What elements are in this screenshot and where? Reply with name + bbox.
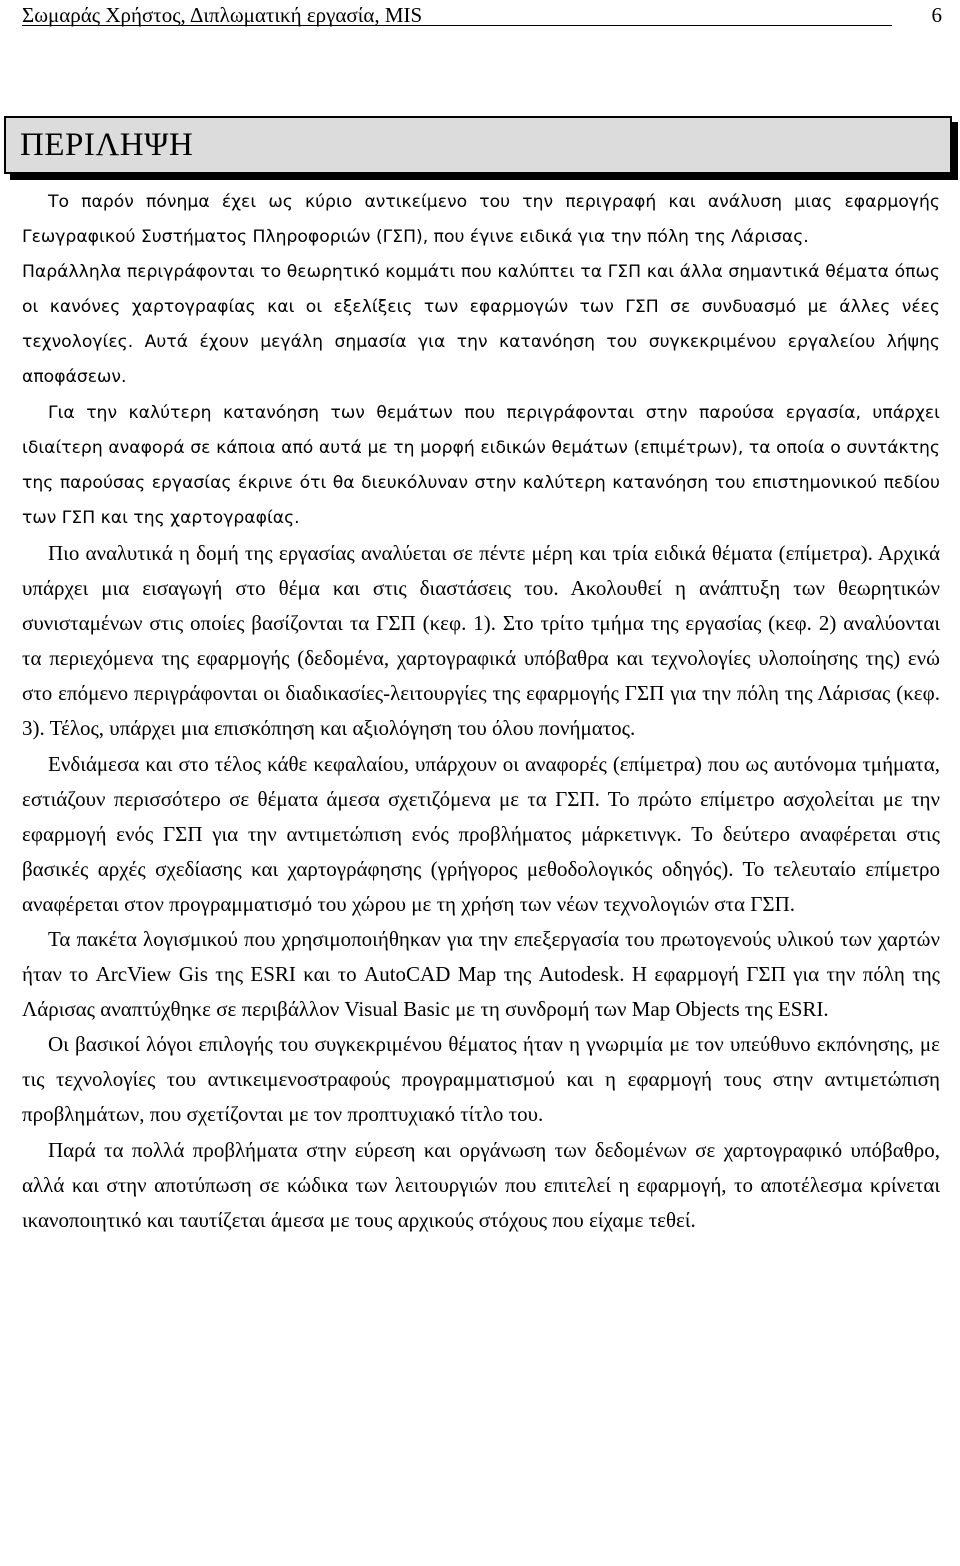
running-header	[22, 2, 942, 28]
abstract-body	[22, 185, 940, 1238]
header-author: Σωμαράς Χρήστος, Διπλωματική εργασία, MIS	[22, 3, 423, 27]
paragraph-structure: Πιο αναλυτικά η δομή της εργασίας αναλύεται σε πέντε μέρη και τρία ειδικά θέματα (επίμετρα). Αρχικά υπάρχει μια εισαγωγή στο θέμα και στις διαστάσεις του. Ακολουθεί η ανάπτυξη των θεωρητικών συνισταμένων στις οποίες βασίζονται τα ΓΣΠ (κεφ. 1). Στο τρίτο τμήμα της εργασίας (κεφ. 2) αναλύονται τα περιεχόμενα της εφαρμογής (δεδομένα, χαρτογραφικά υπόβαθρα και τεχνολογίες υλοποίησης της) ενώ στο επόμενο περιγράφονται οι διαδικασίες-λειτουργίες της εφαρμογής ΓΣΠ για την πόλη της Λάρισας (κεφ. 3). Τέλος, υπάρχει μια επισκόπηση και αξιολόγηση του όλου πονήματος.	[22, 540, 940, 741]
section-title: ΠΕΡΙΛΗΨΗ	[20, 127, 194, 163]
section-title-box	[4, 116, 952, 174]
paragraph-conclusion: Παρά τα πολλά προβλήματα στην εύρεση και οργάνωση των δεδομένων σε χαρτογραφικό υπόβαθρο, αλλά και στην αποτύπωση σε κώδικα των λειτουργιών που επιτελεί η εφαρμογή, το αποτέλεσμα κρίνεται ικανοποιητικό και ταυτίζεται άμεσα με τους αρχικούς στόχους που είχαμε τεθεί.	[22, 1137, 940, 1232]
header-rule	[22, 25, 892, 26]
page-number: 6	[931, 3, 942, 27]
paragraph-software: Τα πακέτα λογισμικού που χρησιμοποιήθηκαν για την επεξεργασία του πρωτογενούς υλικού των χαρτών ήταν το ArcView Gis της ESRI και το AutoCAD Map της Autodesk. Η εφαρμογή ΓΣΠ για την πόλη της Λάρισας αναπτύχθηκε σε περιβάλλον Visual Basic με τη συνδρομή των Map Objects της ESRI.	[22, 926, 940, 1022]
paragraph-appendices: Ενδιάμεσα και στο τέλος κάθε κεφαλαίου, υπάρχουν οι αναφορές (επίμετρα) που ως αυτόνομα τμήματα, εστιάζουν περισσότερο σε θέματα άμεσα σχετιζόμενα με τα ΓΣΠ. Το πρώτο επίμετρο ασχολείται με την εφαρμογή ενός ΓΣΠ για την αντιμετώπιση ενός προβλήματος μάρκετινγκ. Το δεύτερο αναφέρεται στις βασικές αρχές σχεδίασης και χαρτογράφησης (γρήγορος μεθοδολογικός οδηγός). Το τελευταίο επίμετρο αναφέρεται στον προγραμματισμό του χώρου με τη χρήση των νέων τεχνολογιών στα ΓΣΠ.	[22, 751, 940, 916]
paragraph-motivation: Οι βασικοί λόγοι επιλογής του συγκεκριμένου θέματος ήταν η γνωριμία με τον υπεύθυνο εκπόνησης, με τις τεχνολογίες του αντικειμενοστραφούς προγραμματισμού και η εφαρμογή τους στην αντιμετώπιση προβλημάτων, που σχετίζονται με τον προπτυχιακό τίτλο του.	[22, 1032, 940, 1127]
paragraph-theory: Παράλληλα περιγράφονται το θεωρητικό κομμάτι που καλύπτει τα ΓΣΠ και άλλα σημαντικά θέματα όπως οι κανόνες χαρτογραφίας και οι εξελίξεις των εφαρμογών των ΓΣΠ σε συνδυασμό με άλλες νέες τεχνολογίες. Αυτά έχουν μεγάλη σημασία για την κατανόηση του συγκεκριμένου εργαλείου λήψης αποφάσεων.	[22, 262, 940, 388]
paragraph-intro: Το παρόν πόνημα έχει ως κύριο αντικείμενο του την περιγραφή και ανάλυση μιας εφαρμογής Γεωγραφικού Συστήματος Πληροφοριών (ΓΣΠ), που έγινε ειδικά για την πόλη της Λάρισας.	[22, 192, 940, 248]
paragraph-understanding: Για την καλύτερη κατανόηση των θεμάτων που περιγράφονται στην παρούσα εργασία, υπάρχει ιδιαίτερη αναφορά σε κάποια από αυτά με τη μορφή ειδικών θεμάτων (επιμέτρων), τα οποία ο συντάκτης της παρούσας εργασίας έκρινε ότι θα διευκόλυναν στην καλύτερη κατανόηση του επιστημονικού πεδίου των ΓΣΠ και της χαρτογραφίας.	[22, 402, 940, 528]
